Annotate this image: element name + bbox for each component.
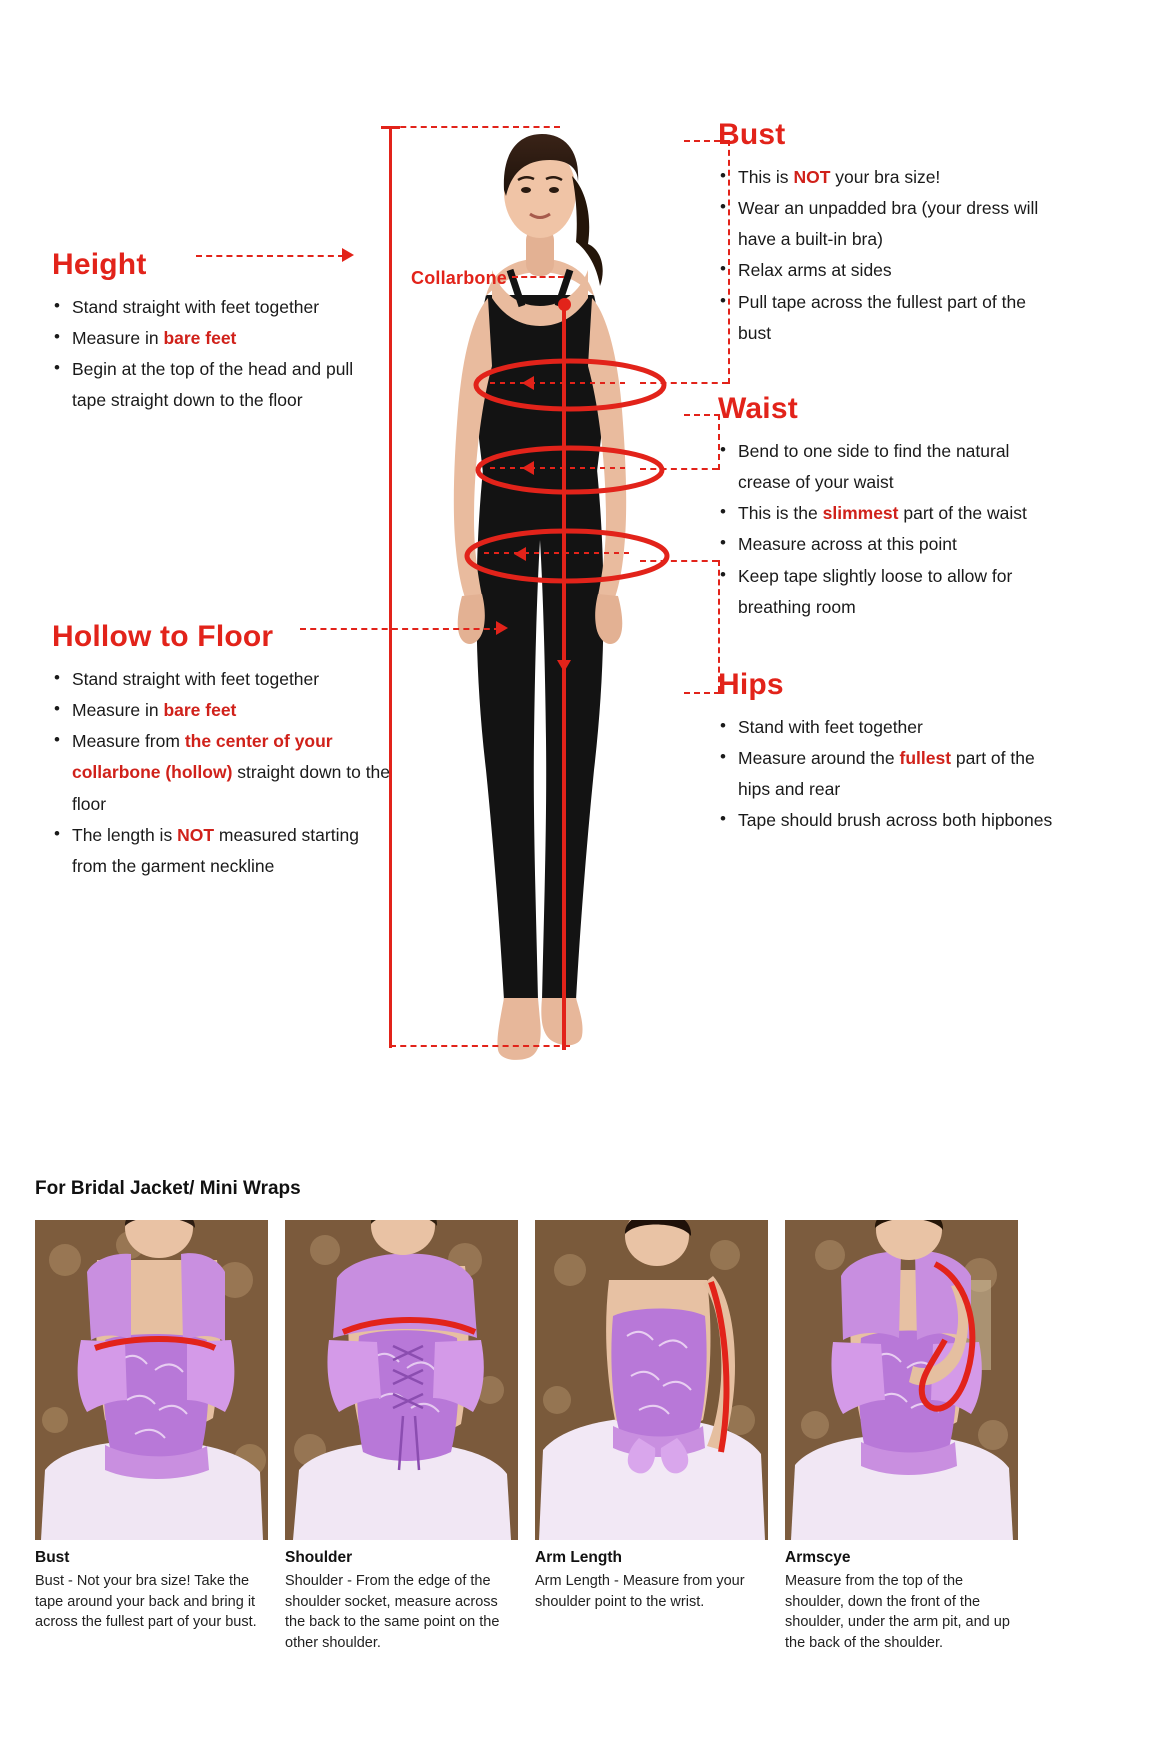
bust-list	[718, 162, 1058, 349]
list-item: • The length is NOT measured starting from the garment neckline	[52, 820, 392, 882]
collarbone-connector	[512, 276, 564, 278]
height-instructions-block	[52, 248, 362, 417]
height-top-dash	[390, 126, 560, 128]
list-item: • This is the slimmest part of the waist	[718, 498, 1063, 529]
collarbone-label: Collarbone	[411, 268, 508, 288]
list-item: • Measure across at this point	[718, 529, 1063, 560]
hips-connector-h	[640, 560, 718, 562]
list-item: • Measure around the fullest part of the hips and rear	[718, 743, 1053, 805]
height-bottom-dash	[390, 1045, 570, 1047]
jacket-photo-armscye	[785, 1220, 1018, 1540]
hollow-arrow	[496, 621, 508, 635]
waist-list	[718, 436, 1063, 623]
hollow-arrow-down	[557, 660, 571, 672]
card-title: Arm Length	[535, 1549, 622, 1566]
hips-instructions-block	[718, 668, 1053, 837]
list-item: • Stand straight with feet together	[52, 292, 362, 323]
bust-tape-arrow	[522, 376, 534, 390]
list-item: • Wear an unpadded bra (your dress will have a built-in bra)	[718, 193, 1058, 255]
list-item: • Tape should brush across both hipbones	[718, 805, 1053, 836]
jacket-photo-bust	[35, 1220, 268, 1540]
waist-heading: Waist	[718, 392, 798, 425]
bust-tape-ellipse	[470, 355, 670, 415]
list-item: • Measure in bare feet	[52, 323, 362, 354]
jacket-section-title: For Bridal Jacket/ Mini Wraps	[35, 1178, 301, 1199]
waist-tape-arrow	[522, 461, 534, 475]
jacket-card-arm-length	[535, 1220, 768, 1653]
list-item: • Begin at the top of the head and pull tape straight down to the floor	[52, 354, 362, 416]
list-item: • Bend to one side to find the natural crease of your waist	[718, 436, 1063, 498]
height-list	[52, 292, 362, 417]
waist-instructions-block	[718, 392, 1063, 623]
hips-tape-ellipse	[462, 525, 677, 587]
waist-connector-h	[640, 468, 718, 470]
hollow-to-floor-line-lower	[562, 700, 566, 1050]
jacket-photo-shoulder	[285, 1220, 518, 1540]
bust-connector-h	[640, 382, 728, 384]
waist-label-connector	[684, 414, 720, 416]
card-description: Measure from the top of the shoulder, down the front of the shoulder, under the arm pit, and up the back of the shoulder.	[785, 1573, 1010, 1651]
female-figure-illustration	[400, 120, 680, 1070]
list-item: • Stand with feet together	[718, 712, 1053, 743]
hips-tape-arrow	[514, 547, 526, 561]
card-title: Bust	[35, 1549, 70, 1566]
hips-list	[718, 712, 1053, 837]
jacket-card-shoulder	[285, 1220, 518, 1653]
height-heading: Height	[52, 248, 147, 281]
list-item: • Measure from the center of your collarbone (hollow) straight down to the floor	[52, 726, 392, 819]
jacket-card-bust	[35, 1220, 268, 1653]
card-title: Armscye	[785, 1549, 851, 1566]
list-item: • Pull tape across the fullest part of the bust	[718, 287, 1058, 349]
hollow-heading: Hollow to Floor	[52, 620, 274, 653]
hips-label-connector	[684, 692, 720, 694]
hollow-to-floor-instructions-block	[52, 620, 392, 882]
card-title: Shoulder	[285, 1549, 353, 1566]
hips-heading: Hips	[718, 668, 784, 701]
waist-tape-ellipse	[470, 440, 670, 500]
jacket-photo-arm-length	[535, 1220, 768, 1540]
list-item: • Stand straight with feet together	[52, 664, 392, 695]
list-item: • Relax arms at sides	[718, 255, 1058, 286]
list-item: • This is NOT your bra size!	[718, 162, 1058, 193]
hollow-list	[52, 664, 392, 882]
height-measure-line	[389, 128, 392, 1048]
card-description: Bust - Not your bra size! Take the tape around your back and bring it across the fullest part of your bust.	[35, 1573, 257, 1631]
card-description: Shoulder - From the edge of the shoulder socket, measure across the back to the same point on the other shoulder.	[285, 1573, 500, 1651]
jacket-cards	[35, 1220, 1135, 1653]
bust-instructions-block	[718, 118, 1058, 349]
jacket-card-armscye	[785, 1220, 1018, 1653]
bust-heading: Bust	[718, 118, 786, 151]
list-item: • Keep tape slightly loose to allow for breathing room	[718, 561, 1063, 623]
card-description: Arm Length - Measure from your shoulder point to the wrist.	[535, 1573, 745, 1610]
list-item: • Measure in bare feet	[52, 695, 392, 726]
